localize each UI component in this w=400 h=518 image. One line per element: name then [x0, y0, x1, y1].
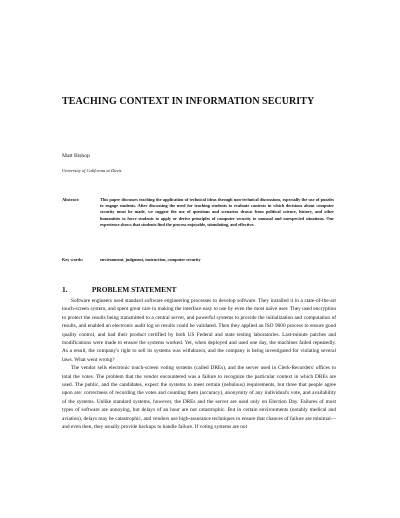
section-number: 1.: [62, 285, 68, 294]
keywords-label: Key words:: [62, 257, 84, 262]
abstract-block: [62, 197, 334, 228]
paper-title: TEACHING CONTEXT IN INFORMATION SECURITY: [62, 96, 315, 107]
keywords-block: [62, 257, 334, 262]
section-title: PROBLEM STATEMENT: [91, 285, 177, 294]
body-text: [62, 297, 336, 432]
author-name: Matt Bishop: [62, 153, 90, 159]
paragraph: The vendor sells electronic touch-screen voting systems (called DREs), and the server used in Clerk-Recorders' offices to total the votes. The problem that the vendor encountered was a failure to recognize the particular context in which DREs are used. The public, and the candidates, expect the systems to meet certain (nebulous) requirements, but three that people agree upon are: correctness of recording the votes and counting them (accuracy), anonymity of any individual's vote, and availability of the systems. Unlike standard systems, however, the DREs and the server are used only on Election Day. Failures of most types of software are annoying, but delays of an hour are not catastrophic. But in certain environments (notably medical and aviation), delays may be catastrophic, and vendors use high-assurance techniques to ensure that chances of failure are minimal—and even then, they usually provide backups to handle failure. If voting systems are not: [62, 365, 336, 431]
abstract-label: Abstract:: [62, 197, 80, 202]
author-affiliation: University of California at Davis: [62, 168, 122, 173]
section-heading: [62, 285, 176, 294]
keywords-text: environment, judgment, instruction, computer security: [100, 257, 201, 262]
abstract-text: This paper discusses teaching the application of technical ideas through non-technical discussions, especially the use of puzzles to engage students. After discussing the need for teaching students to evaluate contexts in which decisions about computer security must be made, we suggest the use of questions and scenarios drawn from political science, history, and other humanities to force students to apply or derive principles of computer security to unusual and unexpected situations. Our experience shows that students find the process enjoyable, stimulating, and effective.: [100, 197, 334, 227]
paragraph: Software engineers used standard software engineering processes to develop software. They installed it in a state-of-the-art touch-screen system, and spent great care in making the interface easy to use by even the most naïve user. They used encryption to protect the results being transmitted to a central server, and powerful systems to provide the initialization and computation of results, and enabled an electronic audit log so results could be validated. Then they applied an ISO 9000 process to ensure good quality control, and had their product certified by both US Federal and state testing laboratories. Last-minute patches and modifications were made to ensure the systems worked. Yet, when deployed and used one day, the machines failed repeatedly. As a result, the company's right to sell its systems was withdrawn, and the company is being investigated for violating several laws. What went wrong?: [62, 298, 336, 363]
